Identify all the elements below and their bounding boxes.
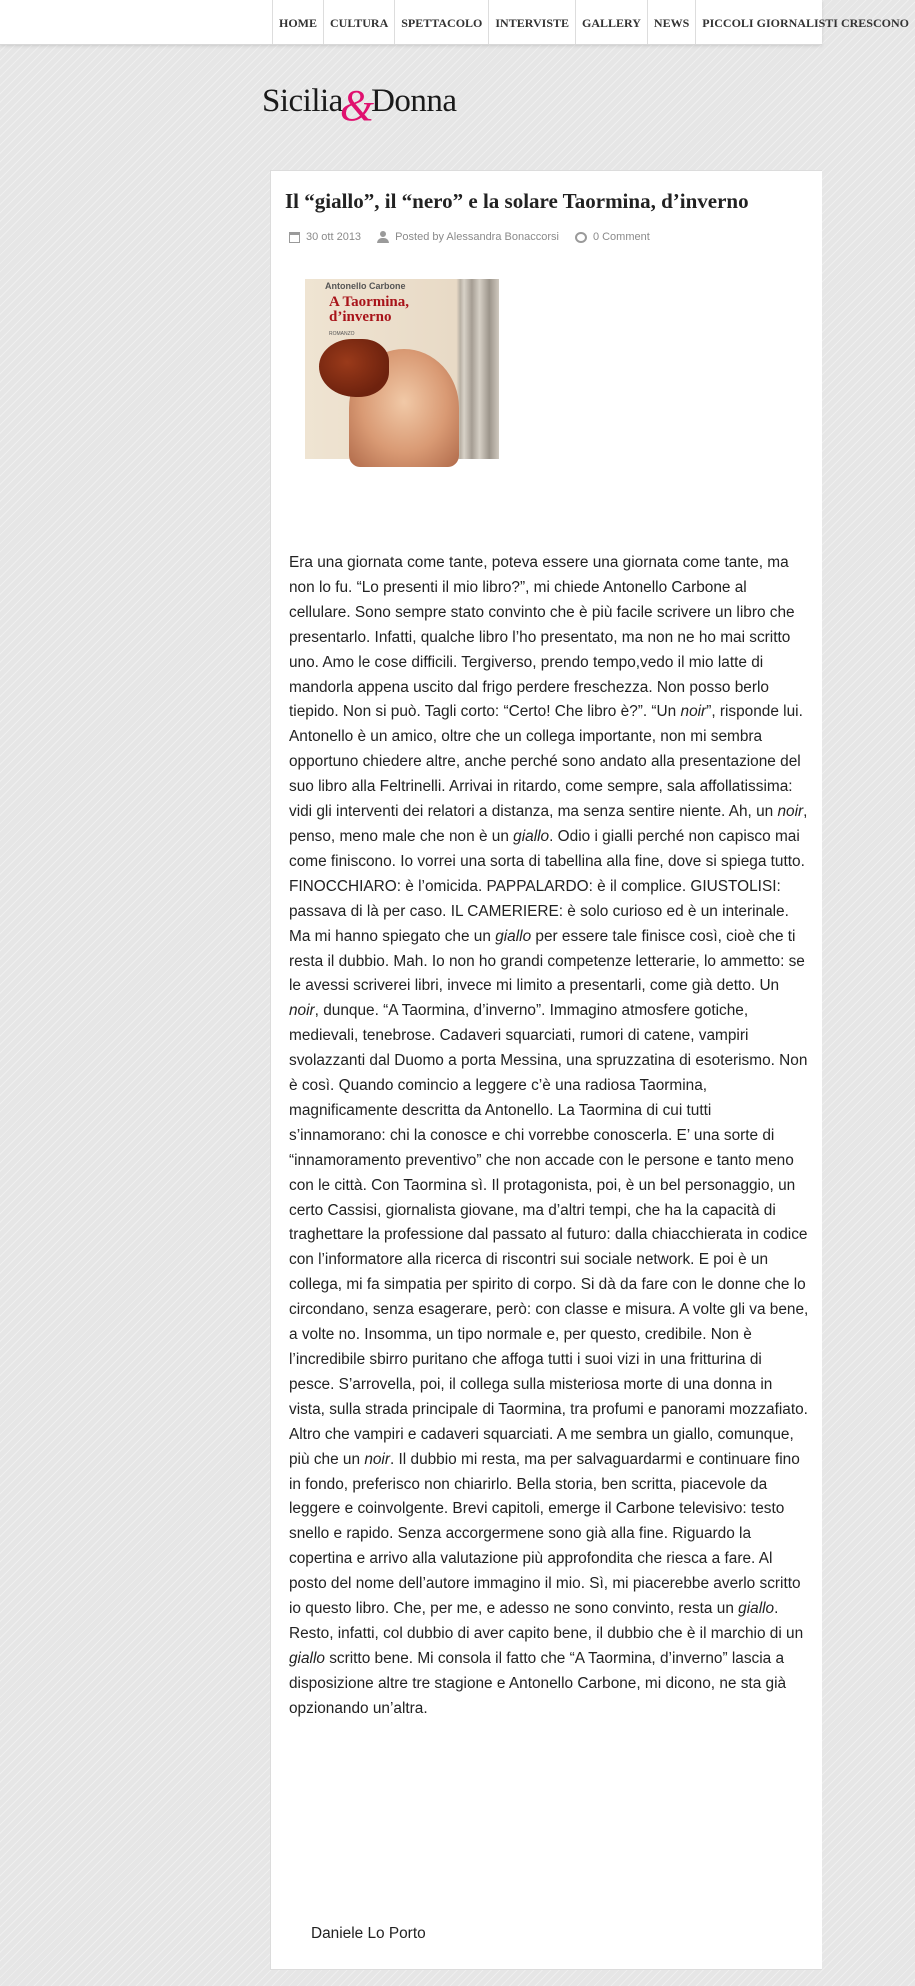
nav-item-home[interactable]: HOME [272, 0, 323, 44]
article-body-italic: giallo [738, 1600, 775, 1618]
article-signature: Daniele Lo Porto [311, 1925, 426, 1942]
nav-item-gallery[interactable]: GALLERY [575, 0, 647, 44]
logo-ampersand: & [339, 81, 375, 130]
cover-illustration-hair [319, 339, 389, 397]
nav-item-piccoli-giornalisti[interactable]: PICCOLI GIORNALISTI CRESCONO [695, 0, 915, 44]
site-logo[interactable] [262, 76, 457, 130]
nav-item-interviste[interactable]: INTERVISTE [488, 0, 575, 44]
comment-icon [575, 232, 587, 243]
article-body-italic: noir [777, 803, 804, 821]
article-body-text: Era una giornata come tante, poteva essere una giornata come tante, ma non lo fu. “Lo presenti il mio libro?”, mi chiede Antonello Carbone al cellulare. Sono sempre stato convinto che è più facile scrivere un libro che presentarlo. Infatti, qualche libro l’ho presentato, ma non ne ho mai scritto uno. Amo le cose difficili. Tergiverso, prendo tempo,vedo il mio latte di mandorla appena uscito dal frigo perdere freschezza. Non posso berlo tiepido. Non si può. Tagli corto: “Certo! Che libro è?”. “Un [289, 554, 795, 721]
article-date: 30 ott 2013 [306, 231, 362, 243]
cover-subtitle: ROMANZO [329, 331, 355, 337]
article-body-text: . Odio i gialli perché non capisco mai come finiscono. Io vorrei una sorta di tabellina alla fine, dove si spiega tutto. FINOCCHIARO: è l’omicida. PAPPALARDO: è il complice. GIUSTOLISI: passava di là per caso. IL CAMERIERE: è solo curioso ed è un interinale. Ma mi hanno spiegato che un [289, 827, 805, 945]
article-body-italic: noir [364, 1450, 390, 1468]
article-author[interactable]: Posted by Alessandra Bonaccorsi [395, 231, 559, 243]
article-body-text: . Resto, infatti, col dubbio di aver capito bene, il dubbio che è il marchio di un [289, 1600, 804, 1642]
article-body-text: . Il dubbio mi resta, ma per salvaguardarmi e continuare fino in fondo, preferisco non chiarirlo. Bella storia, ben scritta, piacevole da leggere e coinvolgente. Brevi capitoli, emerge il Carbone televisivo: testo snello e rapido. Senza accorgermene sono già alla fine. Riguardo la copertina e arrivo alla valutazione più approfondita che riesca a fare. Al posto del nome dell’autore immagino il mio. Sì, mi piacerebbe averlo scritto io questo libro. Che, per me, e adesso ne sono convinto, resta un [289, 1450, 801, 1618]
book-cover-image [305, 279, 499, 459]
article-body-text: per essere tale finisce così, cioè che ti resta il dubbio. Mah. Io non ho grandi competenze letterarie, lo ammetto: se le avessi scriverei libri, invece mi limito a presentarli, come già detto. Un [289, 927, 805, 995]
article-comments-link[interactable]: 0 Comment [592, 231, 650, 243]
nav-item-news[interactable]: NEWS [647, 0, 695, 44]
cover-author: Antonello Carbone [325, 281, 406, 291]
article-body-text: , penso, meno male che non è un [289, 803, 808, 845]
article-title[interactable]: Il “giallo”, il “nero” e la solare Taormina, d’inverno [285, 189, 749, 213]
article-body-italic: noir [680, 703, 707, 721]
nav-item-spettacolo[interactable]: SPETTACOLO [394, 0, 488, 44]
logo-word-sicilia: Sicilia [262, 83, 343, 119]
nav-item-cultura[interactable]: CULTURA [323, 0, 394, 44]
article-body-text: scritto bene. Mi consola il fatto che “A Taormina, d’inverno” lascia a disposizione altre tre stagione e Antonello Carbone, mi dicono, ne sta già opzionando un’altra. [289, 1649, 787, 1717]
top-navigation-bar [0, 0, 909, 45]
article-body-text: , dunque. “A Taormina, d’inverno”. Immagino atmosfere gotiche, medievali, tenebrose. Cadaveri squarciati, rumori di catene, vampiri svolazzanti dal Duomo a porta Messina, una spruzzatina di esoterismo. Non è così. Quando comincio a leggere c’è una radiosa Taormina, magnificamente descritta da Antonello. La Taormina di cui tutti s’innamorano: chi la conosce e chi vorrebbe conoscerla. E’ una sorte di “innamoramento preventivo” che non accade con le persone e tanto meno con le città. Con Taormina sì. Il protagonista, poi, è un bel personaggio, un certo Cassisi, giornalista giovane, ma d’altri tempi, che ha la capacità di traghettare la professione dal passato al futuro: dalla chiacchierata in codice con l’informatore alla ricerca di riscontri sui sociale network. E poi è un collega, mi fa simpatia per spirito di corpo. Si dà da fare con le donne che lo circondano, senza esagerare, però: con classe e misura. A volte gli va bene, a volte no. Insomma, un tipo normale e, per questo, credibile. Non è l’incredibile sbirro puritano che affoga tutti i suoi vizi in una fritturina di pesce. S’arrovella, poi, il collega sulla misteriosa morte di una donna in vista, sulla strada principale di Taormina, tra profumi e panorami mozzafiato. Altro che vampiri e cadaveri squarciati. A me sembra un giallo, comunque, più che un [289, 1002, 809, 1468]
cover-title: A Taormina, d’inverno [329, 294, 410, 325]
article-body-italic: giallo [495, 927, 532, 945]
article-body [289, 551, 811, 1722]
article-body-text: ”, risponde lui. Antonello è un amico, oltre che un collega importante, non mi sembra opportuno chiedere altre, anche perché sono andato alla presentazione del suo libro alla Feltrinelli. Arrivai in ritardo, come sempre, sala affollatissima: vidi gli interventi dei relatori a distanza, ma senza sentire niente. Ah, un [289, 703, 803, 821]
article-meta [289, 229, 666, 245]
article-card [270, 170, 822, 1970]
main-nav [272, 0, 915, 44]
user-icon [377, 231, 389, 243]
article-body-italic: giallo [289, 1649, 325, 1667]
article-body-italic: noir [289, 1002, 315, 1020]
article-body-italic: giallo [513, 827, 550, 845]
logo-word-donna: Donna [371, 83, 457, 119]
calendar-icon [289, 232, 300, 243]
